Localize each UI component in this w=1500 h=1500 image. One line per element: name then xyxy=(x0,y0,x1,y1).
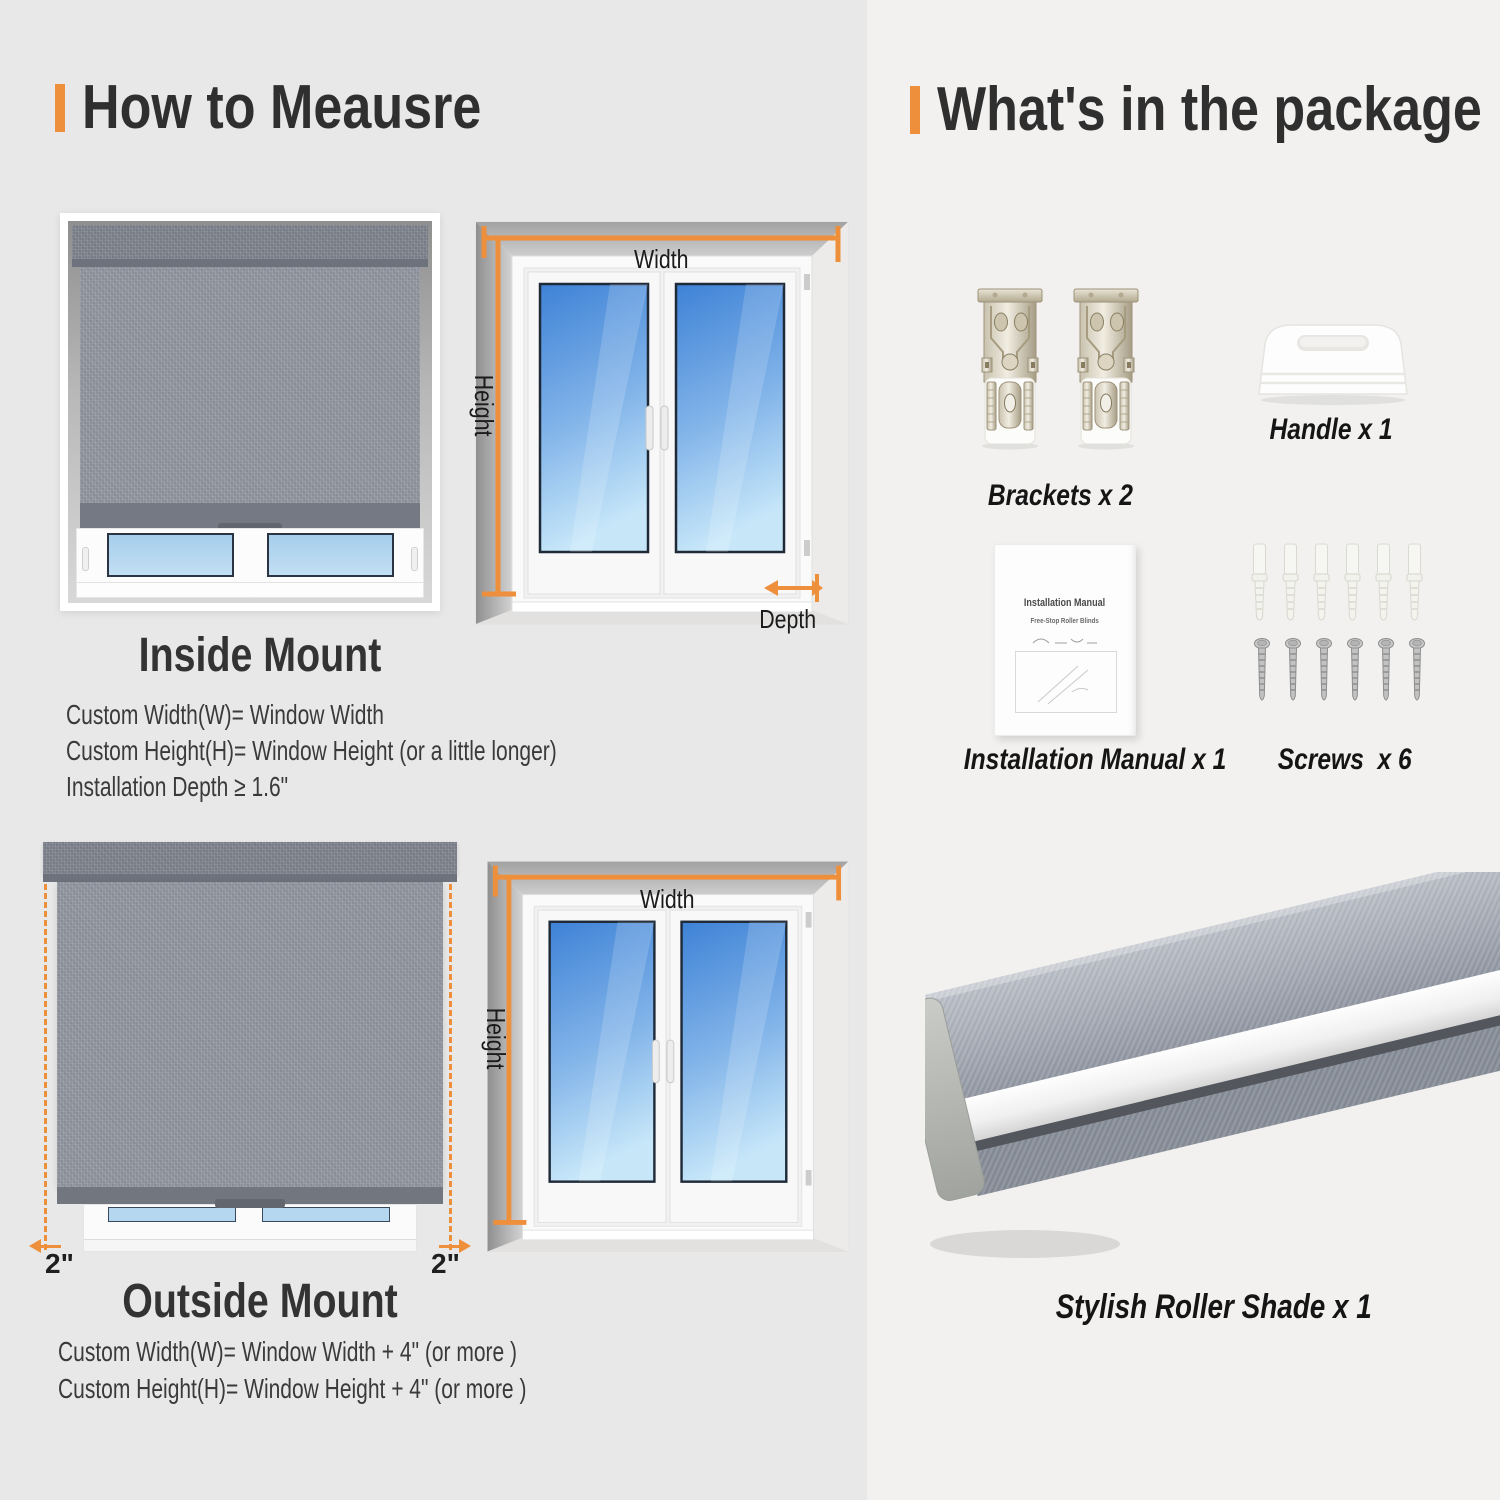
manual-signature-lines-icon xyxy=(1031,633,1101,647)
shade-cassette xyxy=(43,842,457,874)
shade-fabric xyxy=(57,882,443,1187)
instruction-line: Custom Height(H)= Window Height + 4" (or more ) xyxy=(58,1373,527,1404)
shade-bottom-bar xyxy=(80,503,420,528)
rolled-shade-icon xyxy=(925,872,1500,1304)
manual-label: Installation Manual x 1 xyxy=(963,743,1227,776)
handle-label: Handle x 1 xyxy=(1269,413,1393,446)
manual-diagram-icon xyxy=(1016,652,1116,712)
accent-bar-icon xyxy=(55,84,65,132)
instruction-line: Custom Width(W)= Window Width xyxy=(66,699,384,730)
shade-cassette-lip xyxy=(43,874,457,882)
outside-mount-instructions xyxy=(58,1333,683,1407)
shade-label: Stylish Roller Shade x 1 xyxy=(1055,1288,1372,1326)
shade-bottom-bar xyxy=(57,1187,443,1204)
window-pane-right xyxy=(262,1207,390,1222)
screws-anchors-icon xyxy=(1246,542,1441,714)
shade-pull-tab xyxy=(215,1199,285,1208)
right-arrowhead-icon xyxy=(459,1239,471,1253)
how-to-measure-header xyxy=(55,73,557,142)
window-pane-left xyxy=(108,1207,236,1222)
instruction-line: Installation Depth ≥ 1.6" xyxy=(66,771,289,802)
inside-mount-instructions xyxy=(66,697,720,805)
window-frame xyxy=(83,1204,417,1252)
page-title-right: What's in the package xyxy=(937,75,1482,144)
left-offset-label: 2" xyxy=(45,1248,74,1279)
inside-mount-heading: Inside Mount xyxy=(138,629,382,682)
page-title-left: How to Meausre xyxy=(82,73,482,142)
dashed-guide-right-icon xyxy=(449,884,452,1250)
window-sill xyxy=(77,582,423,597)
left-arrowhead-icon xyxy=(29,1239,41,1253)
outside-mount-photo xyxy=(35,840,465,1278)
inside-mount-photo xyxy=(60,213,440,611)
screws-label: Screws x 6 xyxy=(1277,743,1412,776)
manual-cover-title: Installation Manual xyxy=(1024,597,1106,609)
window-sill xyxy=(84,1239,416,1251)
right-offset-label: 2" xyxy=(431,1248,460,1279)
handle-icon xyxy=(1250,314,1416,406)
inside-mount-diagram xyxy=(460,210,862,640)
manual-diagram-box xyxy=(1015,651,1117,713)
outside-mount-diagram xyxy=(472,850,862,1267)
accent-bar-icon xyxy=(910,86,920,134)
manual-cover-subtitle: Free-Stop Roller Blinds xyxy=(1030,616,1100,625)
instruction-line: Custom Width(W)= Window Width + 4" (or more ) xyxy=(58,1336,518,1367)
window-handle-right xyxy=(411,547,418,571)
width-label: Width xyxy=(633,244,689,274)
shade-fabric xyxy=(80,267,420,503)
window-pane-right xyxy=(267,533,394,577)
window-pane-left xyxy=(107,533,234,577)
instruction-line: Custom Height(H)= Window Height (or a little longer) xyxy=(66,735,557,766)
outside-mount-heading: Outside Mount xyxy=(122,1275,398,1328)
shade-cassette xyxy=(72,225,428,259)
installation-manual xyxy=(994,544,1136,736)
window-handle-left xyxy=(82,547,89,571)
dashed-guide-left-icon xyxy=(44,884,47,1250)
height-label: Height xyxy=(469,375,499,437)
window-frame xyxy=(76,528,424,598)
shade-cassette-lip xyxy=(72,259,428,267)
width-label: Width xyxy=(639,884,695,914)
depth-label: Depth xyxy=(759,604,817,634)
height-label: Height xyxy=(481,1008,511,1070)
brackets-label: Brackets x 2 xyxy=(987,479,1133,512)
bracket-icon xyxy=(977,286,1043,451)
package-header xyxy=(910,75,1500,144)
bracket-icon xyxy=(1073,286,1139,451)
